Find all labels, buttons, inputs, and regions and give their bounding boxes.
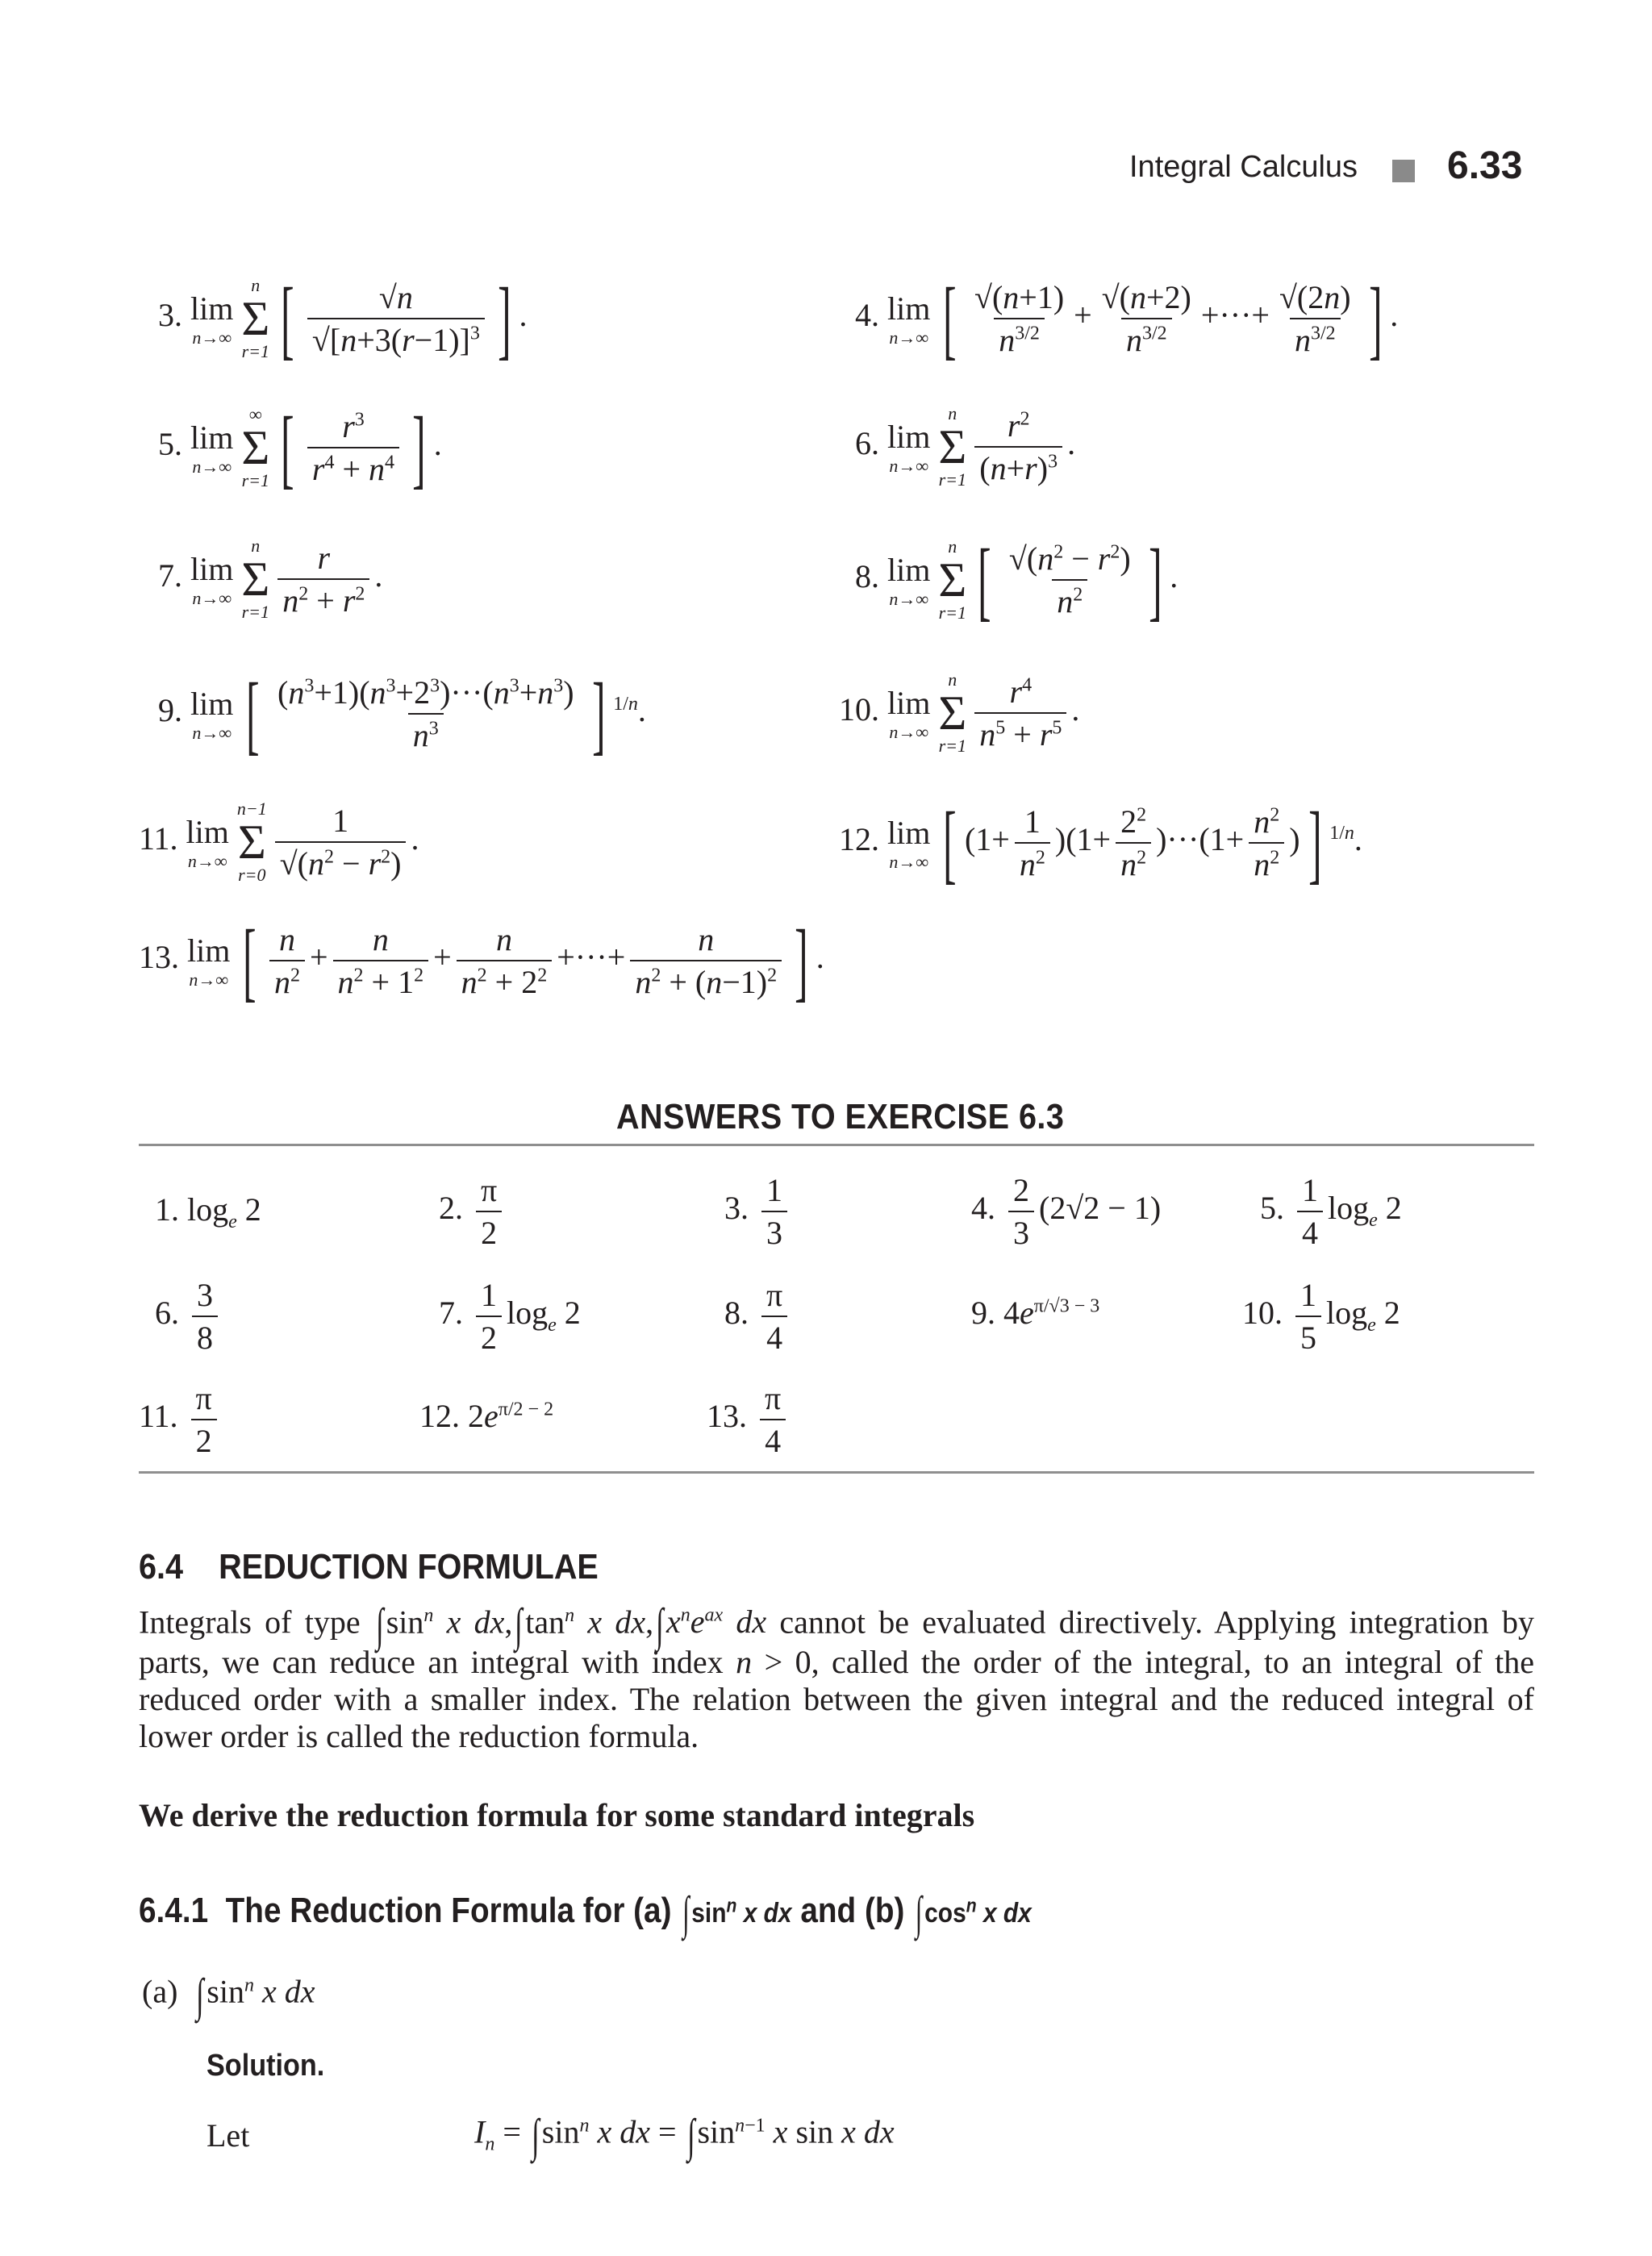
subsection-heading: 6.4.1 The Reduction Formula for (a) $\int\sin^n$ x dx and (b) $\int\cos^n$ x dx [139, 1887, 1032, 1939]
header-square-icon [1392, 160, 1415, 182]
answer-2: 2. $\frac{\pi}{2}$ [439, 1171, 507, 1252]
exercise-5: 5. lim n→∞ ∞ Σ r=1 [ $\frac{r^3}{r^4 + n^4}$ ] . [158, 398, 442, 497]
exercise-9: 9. lim n→∞ [ $\frac{(n^3+1)(n^3+2^3)\cdot\cdot\cdot(n^3+n^3)}{n^3}$ ] $^{1/n}$. [158, 665, 646, 763]
exercise-number: 4. [855, 297, 879, 334]
answer-12: 12. $2e^{\pi/2 - 2}$ [419, 1398, 554, 1434]
answer-3: 3. $\frac{1}{3}$ [724, 1171, 792, 1252]
exercise-number: 13. [139, 939, 179, 976]
reduction-equation: $I_n = \int\sin^n$ x dx = $\int\sin^{n-1}$ x sin x dx [474, 2109, 895, 2162]
let-label: Let [206, 2117, 250, 2154]
exercise-3: 3. lim n→∞ n Σ r=1 [ $\frac{√n}{√[n+3(r-1)]^3}$ ] . [158, 269, 528, 368]
exercise-number: 7. [158, 557, 182, 594]
answer-10: 10. $\frac{1}{5}$ $\log_e 2$ [1242, 1277, 1400, 1356]
answers-bottom-rule [139, 1471, 1534, 1474]
exercise-number: 9. [158, 692, 182, 729]
answers-title: ANSWERS TO EXERCISE 6.3 [616, 1097, 1065, 1136]
exercise-number: 8. [855, 558, 879, 595]
answer-9: 9. $4e^{\pi/√3 - 3}$ [971, 1295, 1100, 1331]
answer-13: 13. $\frac{\pi}{4}$ [707, 1379, 791, 1460]
answer-6: 6. $\frac{3}{8}$ [155, 1276, 223, 1357]
answer-1: 1. $\log_e 2$ [155, 1191, 261, 1232]
exercise-11: 11. lim n→∞ n−1 Σ r=0 $\frac{1}{√(n^2 - r^2)}$ . [139, 799, 419, 885]
exercise-number: 3. [158, 297, 182, 334]
exercise-6: 6. lim n→∞ n Σ r=1 $\frac{r^2}{(n+r)^3}$ . [855, 403, 1076, 490]
exercise-number: 11. [139, 820, 178, 857]
exercise-number: 5. [158, 426, 182, 463]
section-number: 6.4 [139, 1547, 184, 1587]
running-title: Integral Calculus [1129, 150, 1358, 184]
section-paragraph: Integrals of type $\int\sin^n$ x $dx,\int\tan^n$ x $dx,\int x^ne^{ax}$ dx cannot be evaluated directively. Applying integration by parts, we can reduce an integral with index n > 0, called the order of the integral, to an integral of the reduced order with a smaller index. The relation between the given integral and the reduced integral of lower order is called the reduction formula. [139, 1599, 1535, 1755]
exercise-8: 8. lim n→∞ n Σ r=1 [ $\frac{√(n^2 - r^2)}{n^2}$ ] . [855, 531, 1179, 629]
answer-5: 5. $\frac{1}{4}$ $\log_e 2$ [1260, 1172, 1402, 1251]
answer-7: 7. $\frac{1}{2}$ $\log_e 2$ [439, 1277, 581, 1356]
exercise-4: 4. lim n→∞ [ $\frac{√(n+1)}{n^{3/2}}$ + $\frac{√(n+2)}{n^{3/2}}$ +···+ $\frac{√(2n)}{n^{3/2}}$ ] . [855, 269, 1399, 368]
solution-label: Solution. [206, 2049, 325, 2083]
part-a: (a) $\int\sin^n$ x dx [142, 1969, 315, 2021]
answer-8: 8. $\frac{\pi}{4}$ [724, 1276, 792, 1357]
exercise-13: 13. lim n→∞ [ $\frac{n}{n^2}$ + $\frac{n}{n^2 + 1^2}$ + $\frac{n}{n^2 + 2^2}$ +···+ $\frac{n}{n^2 + (n-1)^2}$ ] . [139, 911, 824, 1010]
answer-11: 11. $\frac{\pi}{2}$ [139, 1379, 222, 1460]
exercise-12: 12. lim n→∞ [ (1+ $\frac{1}{n^2}$ )(1+ $\frac{2^2}{n^2}$ )···(1+ $\frac{n^2}{n^2}$ )] $^{1/n}$. [839, 794, 1362, 892]
section-title: REDUCTION FORMULAE [219, 1547, 599, 1587]
exercise-number: 6. [855, 425, 879, 462]
exercise-number: 12. [839, 821, 879, 858]
exercise-10: 10. lim n→∞ n Σ r=1 $\frac{r^4}{n^5 + r^5}$ . [839, 669, 1080, 756]
exercise-7: 7. lim n→∞ n Σ r=1 $\frac{r}{n^2 + r^2}$ . [158, 536, 383, 622]
section-heading [139, 1547, 599, 1587]
exercise-number: 10. [839, 691, 879, 728]
section-paragraph-bold: We derive the reduction formula for some standard integrals [139, 1797, 975, 1833]
answers-top-rule [139, 1144, 1534, 1146]
answer-4: 4. $\frac{2}{3}$ (2√2 − 1) [971, 1172, 1162, 1251]
page-number: 6.33 [1447, 144, 1523, 187]
